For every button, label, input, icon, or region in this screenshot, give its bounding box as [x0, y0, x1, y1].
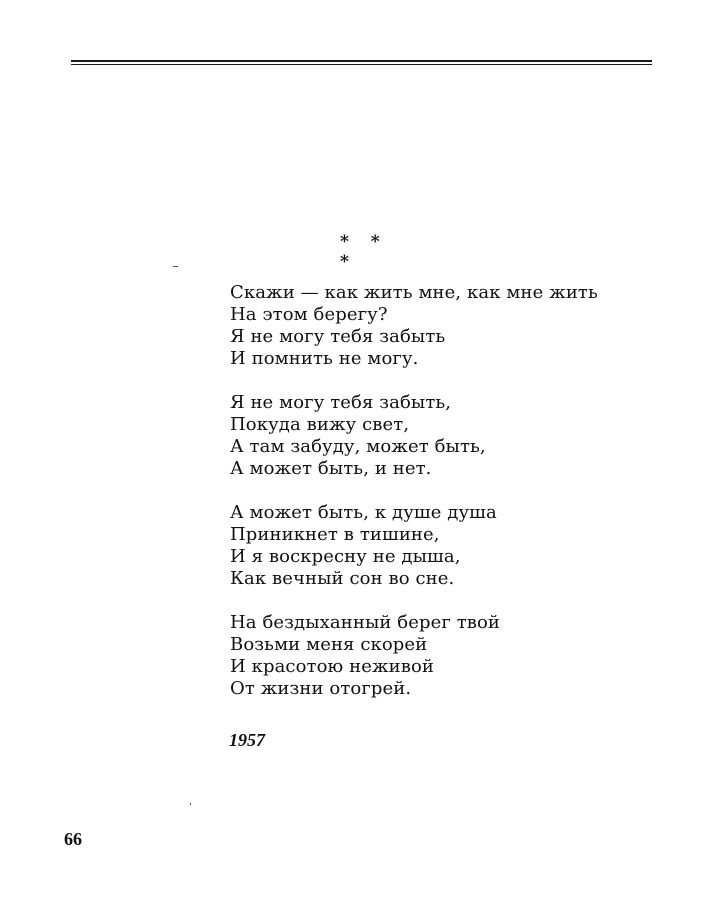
header-rule-thick [71, 60, 652, 62]
print-speck [173, 266, 178, 267]
header-rule-thin [71, 64, 652, 65]
section-ornament: * * * [340, 232, 388, 272]
poem-line: И красотою неживой [230, 656, 435, 677]
stanza [230, 392, 650, 480]
poem-line: А там забуду, может быть, [230, 436, 486, 457]
poem-line: Покуда вижу свет, [230, 414, 410, 435]
poem-line: И помнить не могу. [230, 348, 419, 369]
poem-line: На бездыханный берег твой [230, 612, 501, 633]
print-speck [190, 803, 191, 805]
poem-line: На этом берегу? [230, 304, 388, 325]
poem-line: Приникнет в тишине, [230, 524, 440, 545]
poem-line: От жизни отогрей. [230, 678, 412, 699]
stanza [230, 612, 650, 700]
poem-line: Я не могу тебя забыть [230, 326, 446, 347]
poem-year: 1957 [229, 730, 265, 750]
stanza [230, 502, 650, 590]
poem-line: Как вечный сон во сне. [230, 568, 455, 589]
page-number: 66 [64, 829, 82, 849]
poem-line: И я воскресну не дыша, [230, 546, 461, 567]
poem-line: А может быть, и нет. [230, 458, 432, 479]
stanza [230, 282, 650, 370]
poem-line: А может быть, к душе душа [230, 502, 497, 523]
poem-line: Я не могу тебя забыть, [230, 392, 452, 413]
poem-body [230, 282, 650, 722]
poem-line: Возьми меня скорей [230, 634, 428, 655]
poem-line: Скажи — как жить мне, как мне жить [230, 282, 598, 303]
